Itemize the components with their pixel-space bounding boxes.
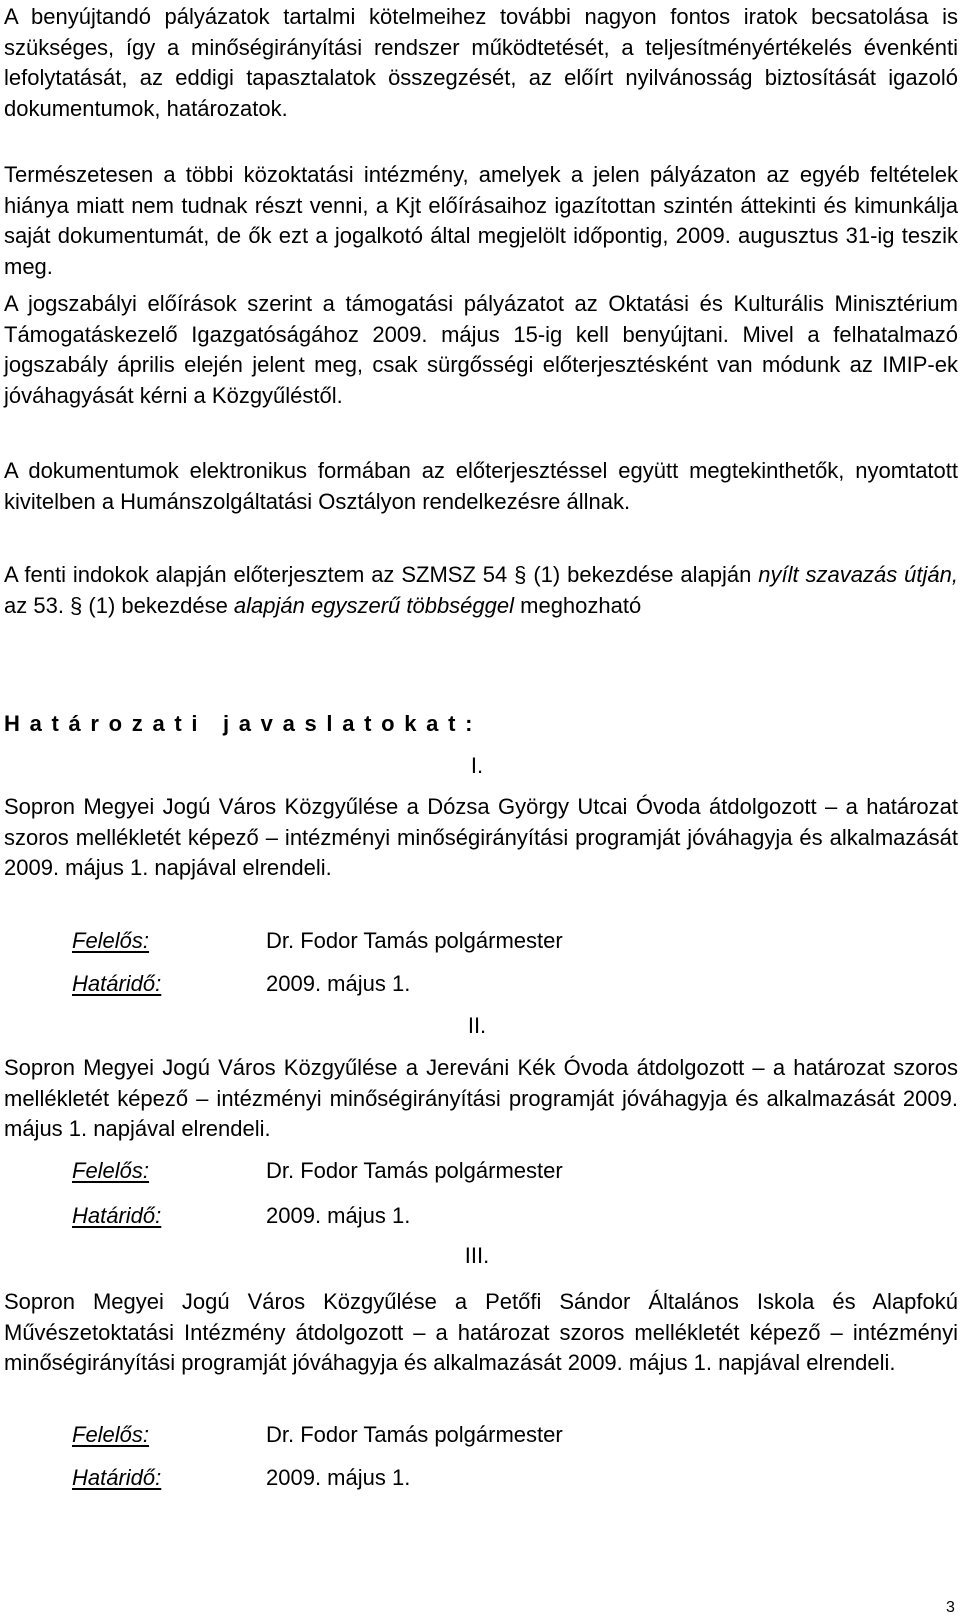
resolution-text: Sopron Megyei Jogú Város Közgyűlése a Dózsa György Utcai Óvoda átdolgozott – a határozat szoros mellékletét képező – intézményi minőségirányítási programját jóváhagyja és alkalmazását 2009. május 1. napjával elrendeli. bbox=[4, 794, 958, 880]
resolution-text: Sopron Megyei Jogú Város Közgyűlése a Jereváni Kék Óvoda átdolgozott – a határozat szoros mellékletét képező – intézményi minőségirányítási programját jóváhagyja és alkalmazását 2009. május 1. napjával elrendeli. bbox=[4, 1055, 958, 1141]
voting-text-c: az 53. § (1) bekezdése bbox=[4, 592, 234, 618]
voting-text-a: A fenti indokok alapján előterjesztem az SZMSZ 54 § (1) bekezdése alapján bbox=[4, 562, 759, 587]
resolution-number: III. bbox=[464, 1243, 490, 1268]
paragraph-other-institutions: Természetesen a többi közoktatási intézmény, amelyek a jelen pályázaton az egyéb feltételek hiánya miatt nem tudnak részt venni, a Kjt előírásaihoz igazítottan szintén áttekinti és kimunkálja saját dokumentumát, de ők ezt a jogalkotó által megjelölt időpontig, 2009. augusztus 31-ig teszik meg. bbox=[4, 162, 958, 279]
voting-text-b: nyílt szavazás útján, bbox=[758, 562, 958, 587]
resolutions-heading: Határozati javaslatokat: bbox=[4, 711, 483, 736]
page-number: 3 bbox=[946, 1599, 955, 1616]
paragraph-legal-deadline: A jogszabályi előírások szerint a támogatási pályázatot az Oktatási és Kulturális Minisztérium Támogatáskezelő Igazgatóságához 2009. május 15-ig kell benyújtani. Mivel a felhatalmazó jogszabály április elején jelent meg, csak sürgősségi előterjesztésként van módunk az IMIP-ek jóváhagyását kérni a Közgyűléstől. bbox=[4, 291, 958, 408]
responsible-value: Dr. Fodor Tamás polgármester bbox=[266, 1422, 563, 1447]
deadline-label: Határidő: bbox=[72, 1203, 162, 1228]
resolution-number: I. bbox=[470, 753, 484, 778]
responsible-value: Dr. Fodor Tamás polgármester bbox=[266, 928, 563, 953]
resolution-text: Sopron Megyei Jogú Város Közgyűlése a Petőfi Sándor Általános Iskola és Alapfokú Művészetoktatási Intézmény átdolgozott – a határozat szoros mellékletét képező – intézményi minőségirányítási programját jóváhagyja és alkalmazását 2009. május 1. napjával elrendeli. bbox=[4, 1289, 958, 1375]
deadline-label: Határidő: bbox=[72, 971, 162, 996]
responsible-label: Felelős: bbox=[72, 1422, 150, 1447]
voting-text-e: meghozható bbox=[514, 592, 642, 618]
deadline-value: 2009. május 1. bbox=[266, 1465, 411, 1490]
deadline-label: Határidő: bbox=[72, 1465, 162, 1490]
resolution-number: II. bbox=[467, 1013, 487, 1038]
paragraph-required-documents: A benyújtandó pályázatok tartalmi kötelmeihez további nagyon fontos iratok becsatolása is szükséges, így a minőségirányítási rendszer működtetését, a teljesítményértékelés évenkénti lefolytatását, az eddigi tapasztalatok összegzését, az előírt nyilvánosság biztosítását igazoló dokumentumok, határozatok. bbox=[4, 4, 958, 121]
responsible-label: Felelős: bbox=[72, 928, 150, 953]
responsible-label: Felelős: bbox=[72, 1158, 150, 1183]
deadline-value: 2009. május 1. bbox=[266, 1203, 411, 1228]
voting-text-d: alapján egyszerű többséggel bbox=[233, 592, 515, 618]
paragraph-documents-availability: A dokumentumok elektronikus formában az előterjesztéssel együtt megtekinthetők, nyomtatott kivitelben a Humánszolgáltatási Osztályon rendelkezésre állnak. bbox=[4, 458, 958, 514]
deadline-value: 2009. május 1. bbox=[266, 971, 411, 996]
responsible-value: Dr. Fodor Tamás polgármester bbox=[266, 1158, 563, 1183]
paragraph-voting-procedure bbox=[4, 560, 958, 621]
